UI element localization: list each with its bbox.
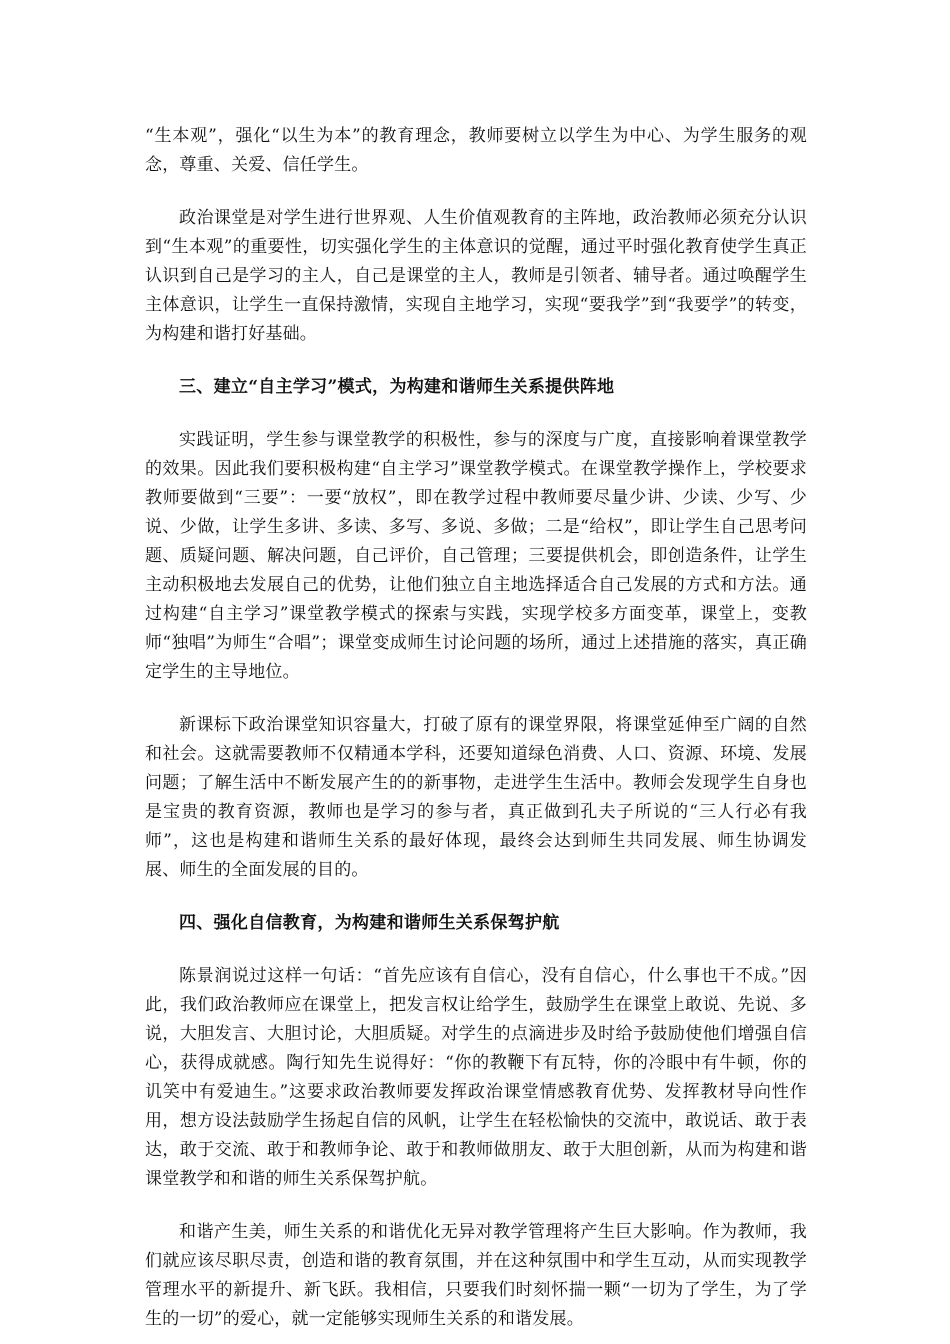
paragraph-spacer <box>145 180 807 204</box>
paragraph-5: 陈景润说过这样一句话：“首先应该有自信心，没有自信心，什么事也干不成。”因此，我们政治教师应在课堂上，把发言权让给学生，鼓励学生在课堂上敢说、先说、多说，大胆发言、大胆讨论，大胆质疑。对学生的点滴进步及时给予鼓励使他们增强自信心，获得成就感。陶行知先生说得好：“你的教鞭下有瓦特，你的冷眼中有牛顿，你的讥笑中有爱迪生。”这要求政治教师要发挥政治课堂情感教育优势、发挥教材导向性作用，想方设法鼓励学生扬起自信的风帆，让学生在轻松愉快的交流中，敢说话、敢于表达，敢于交流、敢于和教师争论、敢于和教师做朋友、敢于大胆创新，从而为构建和谐课堂教学和和谐的师生关系保驾护航。 <box>145 966 807 1189</box>
paragraph-2: 政治课堂是对学生进行世界观、人生价值观教育的主阵地，政治教师必须充分认识到“生本观”的重要性，切实强化学生的主体意识的觉醒，通过平时强化教育使学生真正认识到自己是学习的主人，自己是课堂的主人，教师是引领者、辅导者。通过唤醒学生主体意识，让学生一直保持激情，实现自主地学习，实现“要我学”到“我要学”的转变，为构建和谐打好基础。 <box>145 208 807 344</box>
section-heading-4: 四、强化自信教育，为构建和谐师生关系保驾护航 <box>179 913 560 933</box>
document-page <box>145 122 807 1334</box>
paragraph-spacer <box>145 938 807 962</box>
paragraph-4: 新课标下政治课堂知识容量大，打破了原有的课堂界限，将课堂延伸至广阔的自然和社会。这就需要教师不仅精通本学科，还要知道绿色消费、人口、资源、环境、发展问题；了解生活中不断发展产生的的新事物，走进学生生活中。教师会发现学生自身也是宝贵的教育资源，教师也是学习的参与者，真正做到孔夫子所说的“三人行必有我师”，这也是构建和谐师生关系的最好体现，最终会达到师生共同发展、师生协调发展、师生的全面发展的目的。 <box>145 715 807 880</box>
paragraph-spacer <box>145 349 807 373</box>
paragraph-spacer <box>145 402 807 426</box>
paragraph-1: “生本观”，强化“以生为本”的教育理念，教师要树立以学生为中心、为学生服务的观念，尊重、关爱、信任学生。 <box>145 126 807 175</box>
paragraph-spacer <box>145 885 807 909</box>
paragraph-3: 实践证明，学生参与课堂教学的积极性，参与的深度与广度，直接影响着课堂教学的效果。因此我们要积极构建“自主学习”课堂教学模式。在课堂教学操作上，学校要求教师要做到“三要”：一要“放权”，即在教学过程中教师要尽量少讲、少读、少写、少说、少做，让学生多讲、多读、多写、多说、多做；二是“给权”，即让学生自己思考问题、质疑问题、解决问题，自己评价，自己管理；三要提供机会，即创造条件，让学生主动积极地去发展自己的优势，让他们独立自主地选择适合自己发展的方式和方法。通过构建“自主学习”课堂教学模式的探索与实践，实现学校多方面变革，课堂上，变教师“独唱”为师生“合唱”；课堂变成师生讨论问题的场所，通过上述措施的落实，真正确定学生的主导地位。 <box>145 430 807 682</box>
paragraph-spacer <box>145 687 807 711</box>
paragraph-6: 和谐产生美，师生关系的和谐优化无异对教学管理将产生巨大影响。作为教师，我们就应该尽职尽责，创造和谐的教育氛围，并在这种氛围中和学生互动，从而实现教学管理水平的新提升、新飞跃。我相信，只要我们时刻怀揣一颗“一切为了学生，为了学生的一切”的爱心，就一定能够实现师生关系的和谐发展。 <box>145 1222 807 1329</box>
paragraph-spacer <box>145 1194 807 1218</box>
section-heading-3: 三、建立“自主学习”模式，为构建和谐师生关系提供阵地 <box>179 377 615 397</box>
